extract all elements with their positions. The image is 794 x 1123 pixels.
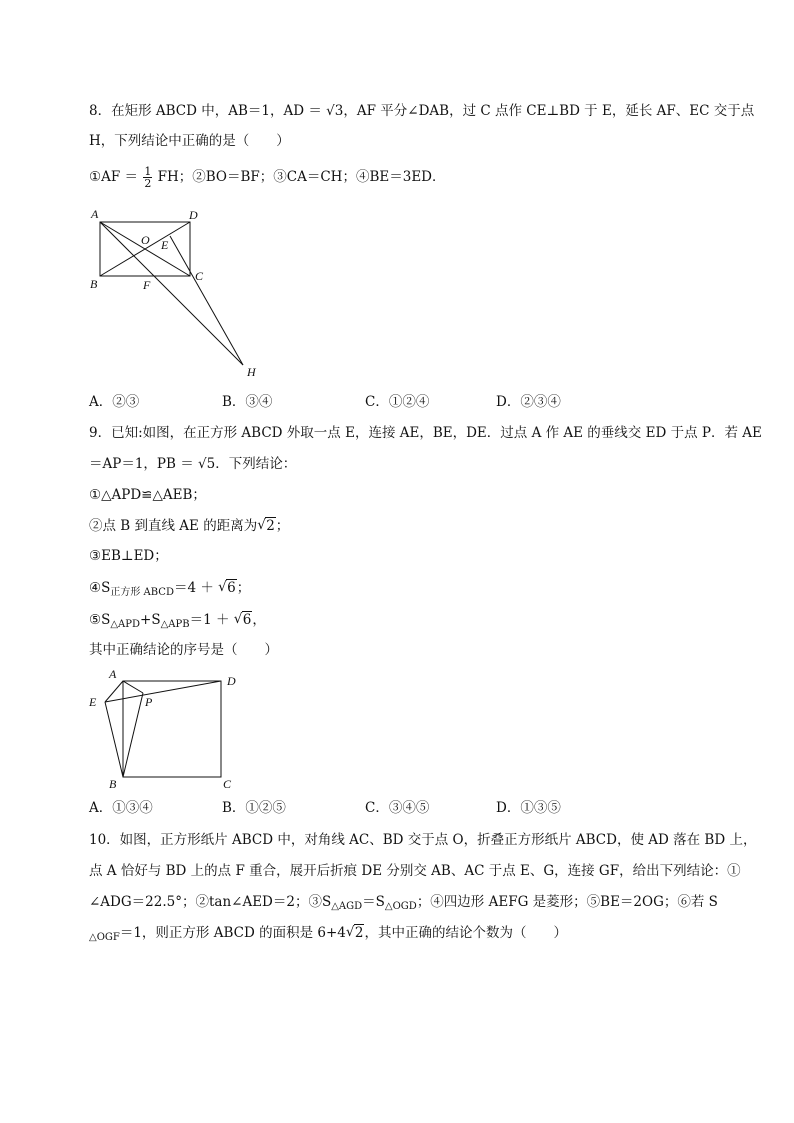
q10-stem-line2: 点 A 恰好与 BD 上的点 F 重合，展开后折痕 DE 分别交 AB、AC 于点 E、G，连接 GF，给出下列结论：① bbox=[89, 863, 741, 879]
q10-l3-sub2: △OGD bbox=[384, 901, 417, 912]
q8-stmt-prefix: ①AF ＝ bbox=[89, 169, 139, 185]
q9-line-pb bbox=[123, 693, 143, 777]
q9-option-a[interactable]: A．①③④ bbox=[89, 800, 153, 816]
q9-ask: 其中正确结论的序号是（ ） bbox=[89, 642, 278, 658]
q9-option-d[interactable]: D．①③⑤ bbox=[496, 800, 561, 816]
q10-l4-radicand: 2 bbox=[354, 925, 364, 941]
q10-l3-a: ∠ADG＝22.5°；②tan∠AED＝2；③S bbox=[89, 894, 332, 910]
q9-s2-radicand: 2 bbox=[266, 518, 275, 534]
q10-l4-b: ，其中正确的结论个数为（ ） bbox=[364, 925, 567, 941]
q10-l4-sub: △OGF bbox=[89, 932, 120, 943]
q8-line-ah bbox=[100, 222, 243, 365]
q9-s4-mid: ＝4 ＋ bbox=[173, 580, 214, 596]
q8-option-b[interactable]: B．③④ bbox=[222, 394, 273, 410]
q8-label-h: H bbox=[247, 365, 256, 379]
q9-s4-sqrt bbox=[218, 578, 237, 598]
q9-s5-post: ， bbox=[252, 612, 266, 628]
q9-s4-radicand: 6 bbox=[227, 580, 236, 596]
q8-option-c[interactable]: C．①②④ bbox=[365, 394, 430, 410]
q9-stem-line2: ＝AP＝1，PB ＝ √5．下列结论： bbox=[89, 456, 297, 472]
q9-s4-post: ； bbox=[236, 580, 251, 596]
q8-fraction bbox=[143, 166, 152, 189]
q9-line-eb bbox=[105, 702, 123, 777]
q9-label-b: B bbox=[109, 777, 117, 791]
q8-label-b: B bbox=[90, 277, 98, 291]
q9-s4-sub: 正方形 ABCD bbox=[110, 587, 174, 598]
q9-s5-sub2: △APB bbox=[160, 619, 190, 630]
q9-s5-sqrt bbox=[234, 610, 253, 630]
q9-label-c: C bbox=[223, 777, 232, 791]
q8-label-e: E bbox=[161, 238, 169, 252]
q9-s5-pre: ⑤S bbox=[89, 612, 111, 628]
q8-stem-line2: H，下列结论中正确的是（ ） bbox=[89, 133, 290, 149]
q9-label-p: P bbox=[145, 695, 153, 709]
q8-frac-den: 2 bbox=[144, 177, 152, 190]
q9-line-ap bbox=[123, 681, 143, 693]
q10-l3-sub1: △AGD bbox=[331, 901, 363, 912]
q10-stem-line4 bbox=[89, 923, 567, 948]
q10-stem-line1: 10．如图，正方形纸片 ABCD 中，对角线 AC、BD 交于点 O，折叠正方形纸片 ABCD，使 AD 落在 BD 上， bbox=[89, 832, 757, 848]
q8-stem-line1: 8．在矩形 ABCD 中，AB＝1，AD ＝ √3，AF 平分∠DAB，过 C 点作 CE⊥BD 于 E，延长 AF、EC 交于点 bbox=[89, 103, 755, 119]
q9-label-a: A bbox=[109, 667, 117, 681]
q9-statement-2 bbox=[89, 516, 289, 536]
q8-frac-num: 1 bbox=[144, 165, 152, 178]
q10-l4-sqrt bbox=[346, 923, 365, 943]
q8-stmt-rest: FH；②BO＝BF；③CA＝CH；④BE＝3ED． bbox=[157, 169, 446, 185]
q8-option-a[interactable]: A．②③ bbox=[89, 394, 140, 410]
q8-option-d[interactable]: D．②③④ bbox=[496, 394, 561, 410]
q9-line-ed bbox=[105, 681, 221, 702]
q10-l3-b: ＝S bbox=[362, 894, 385, 910]
q9-square bbox=[123, 681, 221, 777]
q9-figure bbox=[85, 666, 255, 796]
q8-label-f: F bbox=[143, 278, 151, 292]
q8-statements bbox=[89, 166, 446, 189]
q8-label-a: A bbox=[91, 207, 99, 221]
q9-s2-post: ； bbox=[275, 518, 290, 534]
q9-label-d: D bbox=[227, 674, 236, 688]
q9-statement-1: ①△APD≌△AEB； bbox=[89, 487, 206, 503]
q9-statement-4 bbox=[89, 578, 250, 603]
q8-figure bbox=[85, 202, 275, 382]
q10-l3-c: ；④四边形 AEFG 是菱形；⑤BE＝2OG；⑥若 S bbox=[416, 894, 718, 910]
q10-l4-a: ＝1，则正方形 ABCD 的面积是 6+4 bbox=[119, 925, 346, 941]
q9-label-e: E bbox=[89, 695, 97, 709]
q9-s5-radicand: 6 bbox=[242, 612, 252, 628]
q9-s5-sub1: △APD bbox=[110, 619, 141, 630]
q9-s2-sqrt bbox=[257, 516, 276, 536]
q8-label-c: C bbox=[195, 269, 204, 283]
q9-statement-3: ③EB⊥ED； bbox=[89, 548, 168, 564]
q8-label-o: O bbox=[141, 233, 150, 247]
q9-option-c[interactable]: C．③④⑤ bbox=[365, 800, 430, 816]
q9-s4-pre: ④S bbox=[89, 580, 111, 596]
q10-stem-line3 bbox=[89, 892, 718, 917]
q9-stem-line1: 9．已知:如图，在正方形 ABCD 外取一点 E，连接 AE，BE，DE．过点 A 作 AE 的垂线交 ED 于点 P．若 AE bbox=[89, 425, 762, 441]
q8-label-d: D bbox=[189, 208, 198, 222]
q9-s5-mid: ＝1 ＋ bbox=[189, 612, 230, 628]
q9-s2-pre: ②点 B 到直线 AE 的距离为 bbox=[89, 518, 258, 534]
q9-option-b[interactable]: B．①②⑤ bbox=[222, 800, 286, 816]
q9-statement-5 bbox=[89, 610, 266, 635]
q9-s5-plus: +S bbox=[140, 612, 161, 628]
q8-line-eh bbox=[170, 236, 243, 365]
